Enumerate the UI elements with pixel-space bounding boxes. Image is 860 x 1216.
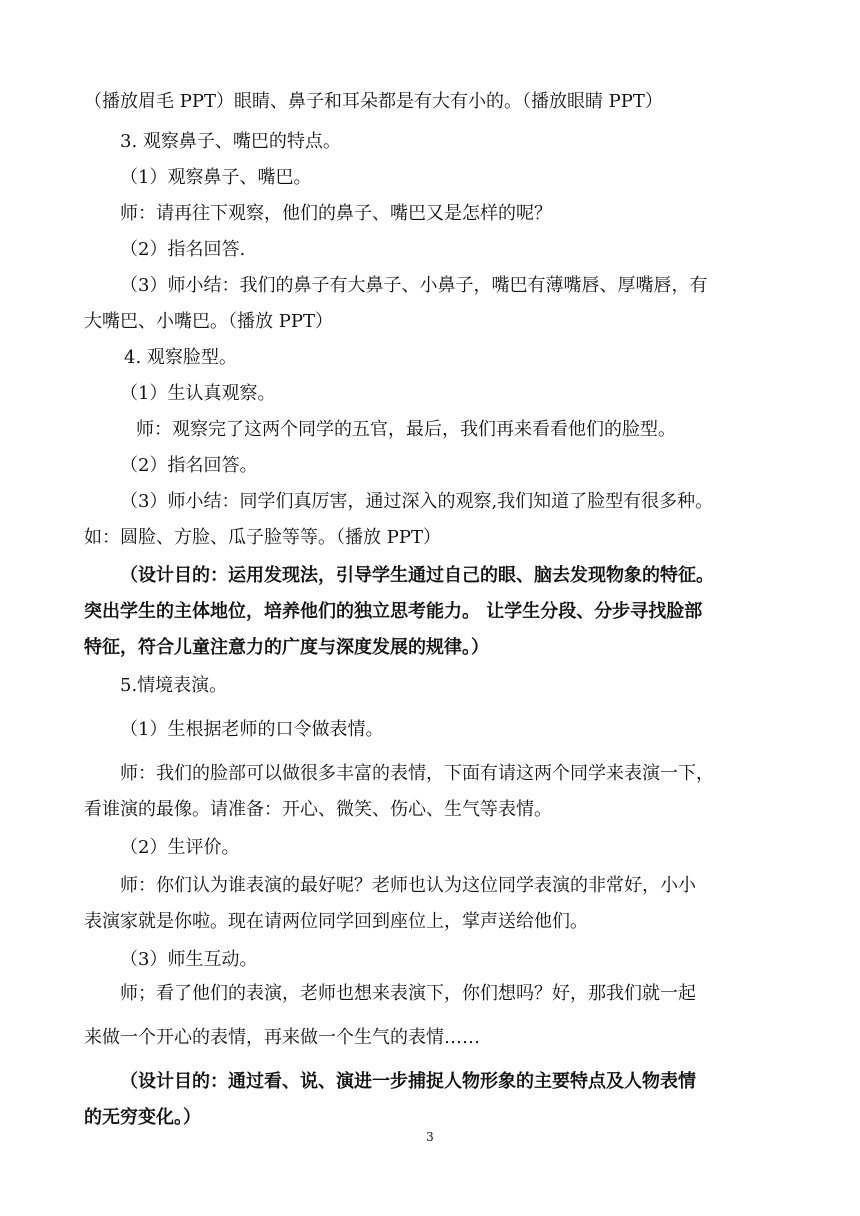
body-text-line: 如：圆脸、方脸、瓜子脸等等。（播放 PPT） (84, 527, 441, 548)
page-number: 3 (426, 1130, 434, 1144)
body-text-line: （2）指名回答. (120, 239, 246, 260)
body-text-line: （3）师小结：同学们真厉害，通过深入的观察,我们知道了脸型有很多种。 (120, 491, 714, 512)
design-purpose-line: 特征，符合儿童注意力的广度与深度发展的规律。） (84, 637, 489, 658)
body-text-line: 表演家就是你啦。现在请两位同学回到座位上，掌声送给他们。 (84, 911, 588, 932)
body-text-line: （播放眉毛 PPT）眼睛、鼻子和耳朵都是有大有小的。（播放眼睛 PPT） (84, 91, 663, 112)
design-purpose-line: 的无穷变化。） (84, 1107, 201, 1128)
design-purpose-line: （设计目的：运用发现法，引导学生通过自己的眼、脑去发现物象的特征。 (120, 565, 714, 586)
design-purpose-line: （设计目的：通过看、说、演进一步捕捉人物形象的主要特点及人物表情 (120, 1071, 696, 1092)
body-text-line: 来做一个开心的表情，再来做一个生气的表情…… (84, 1027, 480, 1048)
body-text-line: 大嘴巴、小嘴巴。（播放 PPT） (84, 311, 333, 332)
body-text-line: 师：我们的脸部可以做很多丰富的表情，下面有请这两个同学来表演一下， (120, 763, 714, 784)
body-text-line: 师；看了他们的表演，老师也想来表演下，你们想吗？好，那我们就一起 (120, 983, 696, 1004)
body-text-line: 师：你们认为谁表演的最好呢？老师也认为这位同学表演的非常好，小小 (120, 875, 696, 896)
body-text-line: 5.情境表演。 (120, 675, 228, 696)
body-text-line: 4. 观察脸型。 (124, 347, 237, 368)
body-text-line: 师：观察完了这两个同学的五官，最后，我们再来看看他们的脸型。 (136, 419, 676, 440)
body-text-line: （1）观察鼻子、嘴巴。 (120, 167, 312, 188)
body-text-line: 看谁演的最像。请准备：开心、微笑、伤心、生气等表情。 (84, 799, 552, 820)
body-text-line: （1）生认真观察。 (120, 383, 276, 404)
body-text-line: （3）师小结：我们的鼻子有大鼻子、小鼻子，嘴巴有薄嘴唇、厚嘴唇，有 (120, 275, 708, 296)
body-text-line: （2）指名回答。 (120, 455, 258, 476)
design-purpose-line: 突出学生的主体地位，培养他们的独立思考能力。 让学生分段、分步寻找脸部 (84, 601, 703, 622)
body-text-line: 师：请再往下观察，他们的鼻子、嘴巴又是怎样的呢？ (120, 203, 552, 224)
body-text-line: （1）生根据老师的口令做表情。 (120, 719, 384, 740)
body-text-line: （2）生评价。 (120, 837, 240, 858)
body-text-line: （3）师生互动。 (120, 949, 258, 970)
body-text-line: 3. 观察鼻子、嘴巴的特点。 (120, 131, 341, 152)
